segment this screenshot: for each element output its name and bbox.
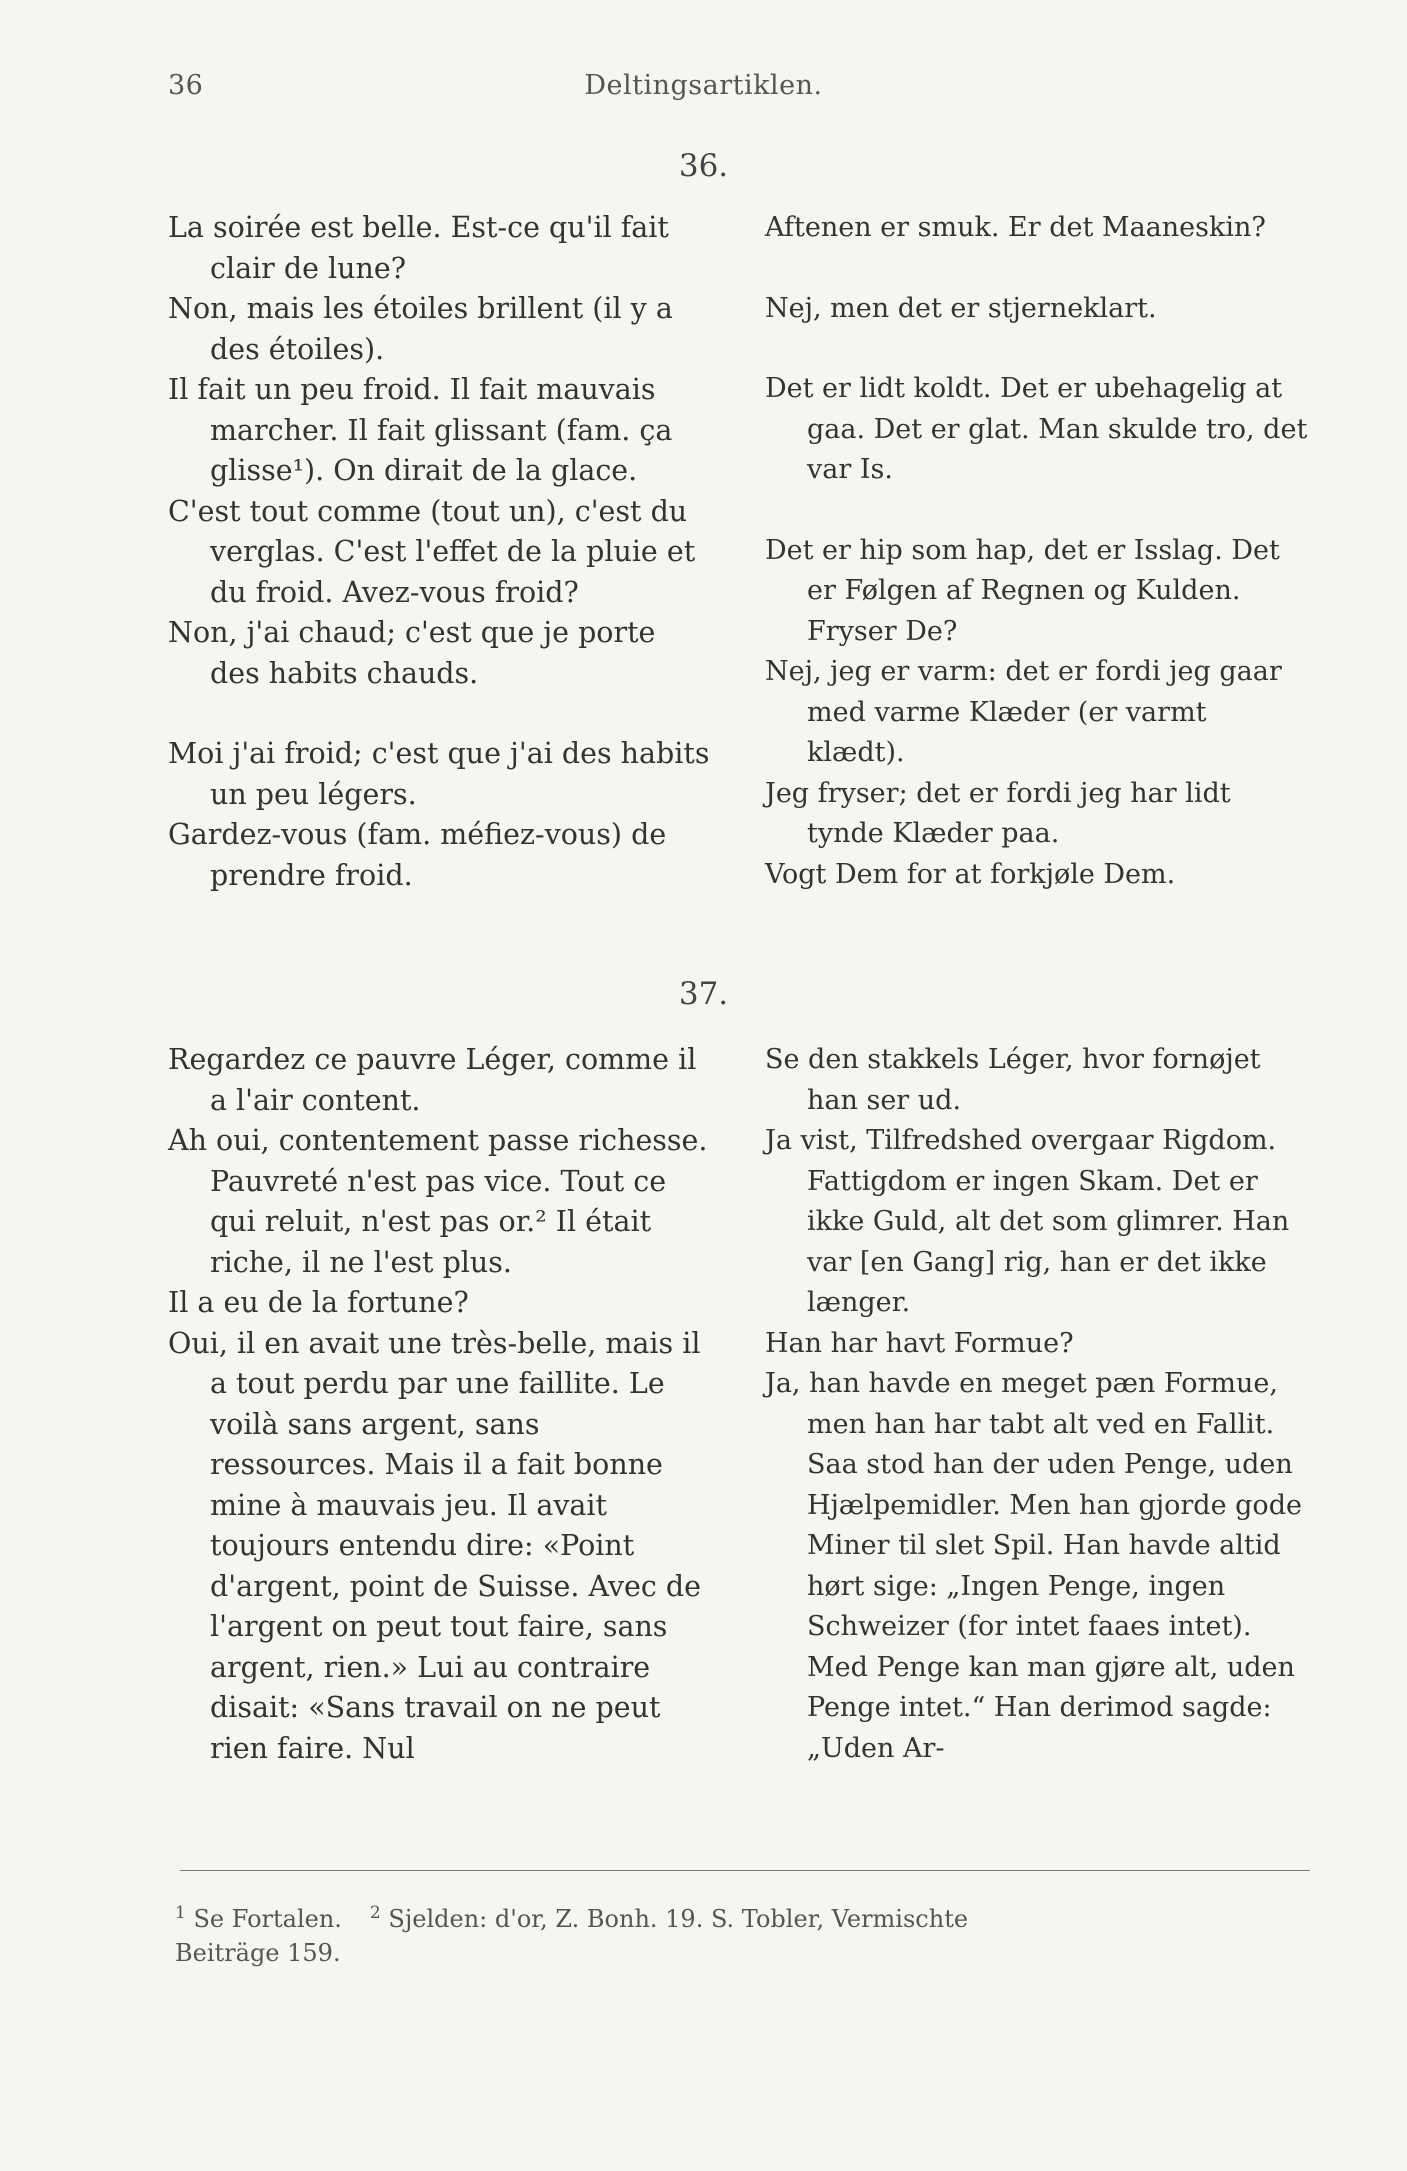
danish-entry: Jeg fryser; det er fordi jeg har lidt tynde Klæder paa. (765, 777, 1231, 849)
french-entry: Non, j'ai chaud; c'est que je porte des habits chauds. (168, 616, 656, 690)
danish-column (765, 208, 1310, 895)
french-entry: Regardez ce pauvre Léger, comme il a l'air content. (168, 1043, 697, 1117)
section-number: 36. (678, 148, 729, 184)
danish-entry: Det er lidt koldt. Det er ubehagelig at gaa. Det er glat. Man skulde tro, det var Is. (765, 373, 1308, 485)
french-entry: Il a eu de la fortune? (168, 1286, 469, 1319)
footnote-2: $^2$ Sjelden: d'or, Z. Bonh. 19. S. Tobler, Vermischte (369, 1903, 969, 1933)
danish-entry: Det er hip som hap, det er Isslag. Det er Følgen af Regnen og Kulden. Fryser De? (765, 534, 1280, 647)
footnote-1: $^1$ Se Fortalen. (175, 1903, 342, 1933)
danish-entry: Nej, men det er stjerneklart. (765, 292, 1157, 324)
french-column (168, 208, 713, 896)
danish-entry: Vogt Dem for at forkjøle Dem. (765, 858, 1176, 890)
section-number: 37. (678, 976, 729, 1012)
danish-entry: Se den stakkels Léger, hvor fornøjet han ser ud. (765, 1044, 1261, 1116)
footnote-rule (180, 1870, 1310, 1871)
page-number: 36 (168, 70, 204, 101)
french-entry: Oui, il en avait une très-belle, mais il a tout perdu par une faillite. Le voilà sans argent, sans ressources. Mais il a fait bonne mine à mauvais jeu. Il avait toujours entendu dire: «Point d'argent, point de Suisse. Avec de l'argent on peut tout faire, sans argent, rien.» Lui au contraire disait: «Sans travail on ne peut rien faire. Nul (168, 1326, 702, 1765)
danish-column (765, 1040, 1310, 1769)
french-entry: Non, mais les étoiles brillent (il y a des étoiles). (168, 292, 673, 366)
french-entry: C'est tout comme (tout un), c'est du verglas. C'est l'effet de la pluie et du froid. Avez-vous froid? (168, 494, 696, 609)
danish-entry: Han har havt Formue? (765, 1327, 1074, 1359)
danish-entry: Nej, jeg er varm: det er fordi jeg gaar med varme Klæder (er varmt klædt). (765, 656, 1282, 768)
danish-entry: Ja, han havde en meget pæn Formue, men han har tabt alt ved en Fallit. Saa stod han der uden Penge, uden Hjælpemidler. Men han gjorde gode Miner til slet Spil. Han havde altid hørt sige: „Ingen Penge, ingen Schweizer (for intet faaes intet). Med Penge kan man gjøre alt, uden Penge intet.“ Han derimod sagde: „Uden Ar- (765, 1368, 1302, 1764)
french-entry: Moi j'ai froid; c'est que j'ai des habits un peu légers. (168, 737, 710, 811)
french-entry: Gardez-vous (fam. méfiez-vous) de prendre froid. (168, 818, 667, 892)
danish-entry: Aftenen er smuk. Er det Maaneskin? (765, 212, 1266, 243)
french-entry: La soirée est belle. Est-ce qu'il fait clair de lune? (168, 211, 669, 285)
danish-entry: Ja vist, Tilfredshed overgaar Rigdom. Fattigdom er ingen Skam. Det er ikke Guld, alt det som glimrer. Han var [en Gang] rig, han er det ikke længer. (765, 1125, 1290, 1318)
footnote-2-continuation: Beiträge 159. (175, 1939, 341, 1967)
footnotes (175, 1896, 1315, 1970)
french-entry: Il fait un peu froid. Il fait mauvais marcher. Il fait glissant (fam. ça glisse¹). On dirait de la glace. (168, 373, 673, 487)
french-entry: Ah oui, contentement passe richesse. Pauvreté n'est pas vice. Tout ce qui reluit, n'est pas or.² Il était riche, il ne l'est plus. (168, 1124, 708, 1279)
french-column (168, 1040, 713, 1769)
running-head: Deltingsartiklen. (584, 70, 823, 101)
